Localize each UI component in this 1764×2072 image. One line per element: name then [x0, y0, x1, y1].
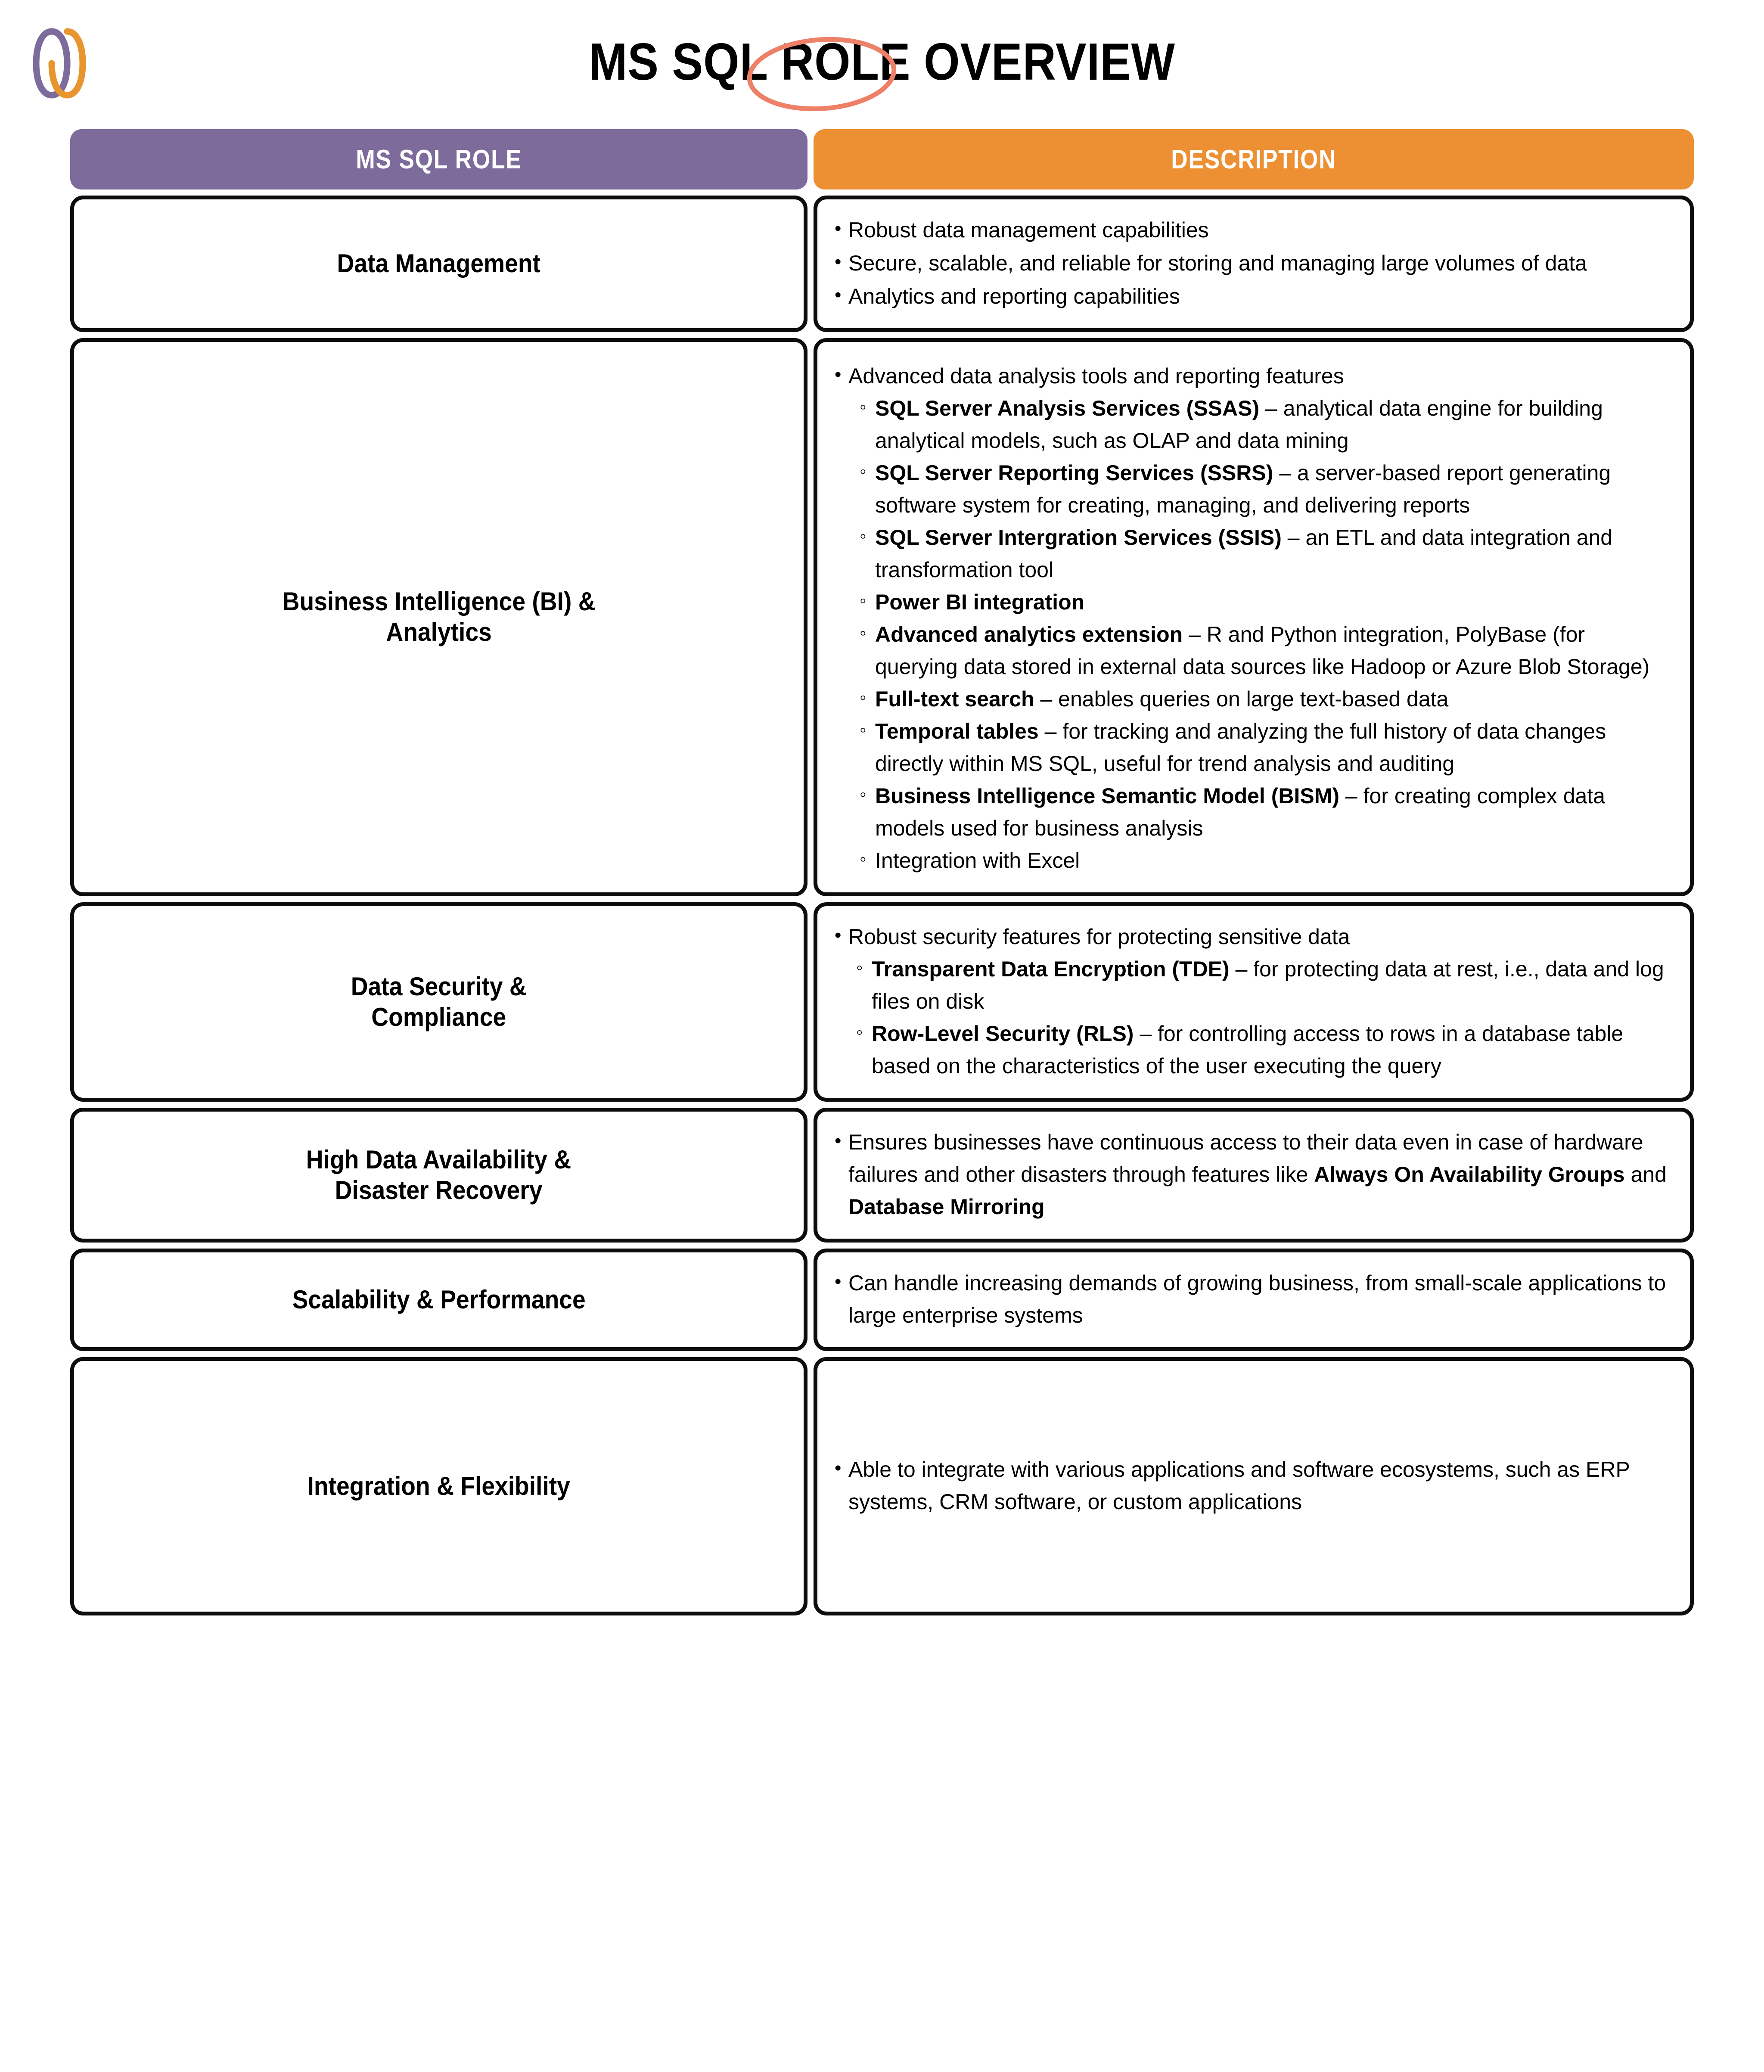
role-label-line: Disaster Recovery: [335, 1175, 543, 1205]
page-header: [0, 0, 1764, 129]
list-item-text: Ensures businesses have continuous access to their data even in case of hardware failures and other disasters through features like: [848, 1130, 1643, 1187]
sub-item-desc: – for creating complex data models used for business analysis: [875, 784, 1606, 840]
description-cell: [814, 1108, 1694, 1243]
list-item: • Analytics and reporting capabilities: [834, 280, 1671, 313]
sub-list-item: [858, 715, 1671, 780]
table-row: [70, 338, 1694, 896]
sub-item-desc: – for protecting data at rest, i.e., data and log files on disk: [872, 957, 1664, 1013]
list-item: • Able to integrate with various applications and software ecosystems, such as ERP systems, CRM software, or custom applications: [834, 1454, 1671, 1518]
sub-item-term: Temporal tables: [875, 719, 1039, 743]
table-row: [70, 196, 1694, 332]
description-cell: [814, 902, 1694, 1102]
list-item-text: Advanced data analysis tools and reporting features: [848, 364, 1344, 388]
role-label: Data Management: [337, 249, 541, 278]
list-item: [834, 1126, 1671, 1223]
list-item: • Robust data management capabilities: [834, 214, 1671, 246]
role-label-line: High Data Availability &: [306, 1145, 571, 1174]
sub-item-term: SQL Server Analysis Services (SSAS): [875, 396, 1260, 420]
sub-list-item: [858, 586, 1671, 618]
sub-bullet-list: [854, 953, 1671, 1082]
column-header-description-label: DESCRIPTION: [1171, 144, 1336, 174]
list-item-text: Robust security features for protecting sensitive data: [848, 925, 1350, 949]
list-item: • Can handle increasing demands of growing business, from small-scale applications to large enterprise systems: [834, 1267, 1671, 1332]
sub-item-term: SQL Server Intergration Services (SSIS): [875, 525, 1282, 550]
sub-list-item: [858, 618, 1671, 683]
role-cell: [70, 902, 807, 1102]
bullet-list: [834, 1126, 1671, 1224]
sub-item-term: Power BI integration: [875, 590, 1085, 614]
list-item: [834, 360, 1671, 877]
role-label-line: Compliance: [371, 1002, 506, 1031]
role-label-line: Data Security &: [351, 972, 527, 1001]
role-cell: [70, 1249, 807, 1351]
role-cell: [70, 1357, 807, 1615]
sub-item-desc: – R and Python integration, PolyBase (for querying data stored in external data sources like Hadoop or Azure Blob Storage): [875, 622, 1650, 679]
description-cell: [814, 1357, 1694, 1615]
sub-list-wrapper: [848, 392, 1671, 877]
bullet-list: [834, 214, 1671, 314]
description-cell: [814, 338, 1694, 896]
description-cell: [814, 196, 1694, 332]
role-label: Scalability & Performance: [292, 1285, 586, 1314]
table-row: [70, 1108, 1694, 1243]
sub-list-item: [858, 845, 1671, 877]
sub-item-desc: – for tracking and analyzing the full history of data changes directly within MS SQL, useful for trend analysis and auditing: [875, 719, 1606, 776]
sub-list-item: [854, 1018, 1671, 1082]
table-header-row: [70, 129, 1694, 189]
sub-list-item: [858, 457, 1671, 522]
ms-sql-role-table: [70, 129, 1694, 1615]
column-header-description: [814, 129, 1694, 189]
sub-item-term: Transparent Data Encryption (TDE): [872, 957, 1230, 981]
role-cell: [70, 338, 807, 896]
role-label: [283, 587, 596, 648]
role-label: [306, 1145, 571, 1206]
sub-list-item: [858, 780, 1671, 845]
sub-item-term: SQL Server Reporting Services (SSRS): [875, 461, 1273, 485]
column-header-role-label: MS SQL ROLE: [356, 144, 522, 174]
list-item: • Secure, scalable, and reliable for storing and managing large volumes of data: [834, 247, 1671, 280]
description-cell: [814, 1249, 1694, 1351]
sub-bullet-list: [858, 392, 1671, 877]
list-item-text: and: [1624, 1162, 1667, 1187]
table-row: [70, 1249, 1694, 1351]
role-label-line: Business Intelligence (BI) &: [282, 587, 596, 616]
sub-item-desc: Integration with Excel: [875, 848, 1080, 873]
role-cell: [70, 1108, 807, 1243]
sub-item-term: Row-Level Security (RLS): [872, 1022, 1134, 1046]
sub-item-desc: – enables queries on large text-based data: [1034, 687, 1449, 711]
sub-item-desc: – for controlling access to rows in a database table based on the characteristics of the user executing the query: [872, 1022, 1624, 1078]
list-item-emphasis: Database Mirroring: [848, 1195, 1045, 1219]
sub-item-term: Advanced analytics extension: [875, 622, 1183, 646]
sub-item-term: Business Intelligence Semantic Model (BISM): [875, 784, 1340, 808]
page-title: MS SQL ROLE OVERVIEW: [589, 32, 1175, 91]
sub-list-wrapper: [848, 953, 1671, 1082]
list-item-emphasis: Always On Availability Groups: [1314, 1162, 1625, 1187]
sub-item-term: Full-text search: [875, 687, 1034, 711]
sub-list-item: [858, 522, 1671, 586]
table-row: [70, 902, 1694, 1102]
bullet-list: [834, 360, 1671, 878]
bullet-list: [834, 1267, 1671, 1333]
role-label: Integration & Flexibility: [307, 1471, 571, 1500]
sub-item-desc: – a server-based report generating software system for creating, managing, and delivering reports: [875, 461, 1611, 517]
bullet-list: [834, 921, 1671, 1083]
list-item: [834, 921, 1671, 1082]
role-label-line: Analytics: [386, 618, 492, 646]
sub-item-desc: – analytical data engine for building analytical models, such as OLAP and data mining: [875, 396, 1603, 453]
role-cell: [70, 196, 807, 332]
sub-list-item: [858, 392, 1671, 457]
sub-list-item: [858, 683, 1671, 715]
role-label: [351, 972, 527, 1033]
bullet-list: [834, 1454, 1671, 1519]
table-row: [70, 1357, 1694, 1615]
column-header-role: [70, 129, 807, 189]
sub-list-item: [854, 953, 1671, 1018]
sub-item-desc: – an ETL and data integration and transformation tool: [875, 525, 1613, 582]
